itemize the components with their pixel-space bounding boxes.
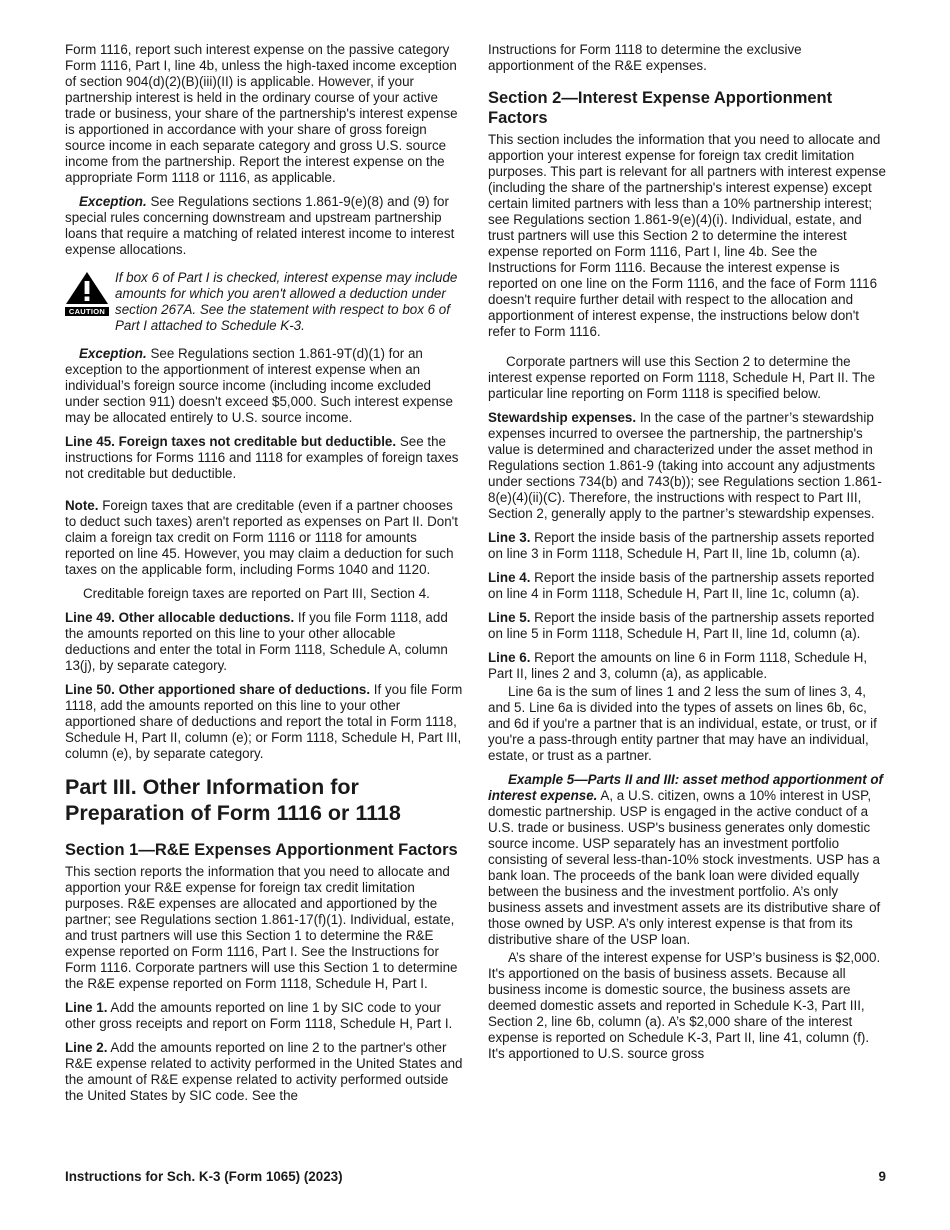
- run-in-heading: Line 50. Other apportioned share of deductions.: [65, 682, 371, 697]
- paragraph: Line 6a is the sum of lines 1 and 2 less the sum of lines 3, 4, and 5. Line 6a is divided into the types of assets on lines 6b, 6c, and 6d if you're a partner that is an individual, estate, or trust, or if you're a pass-through entity partner that may have an individual, estate, or trust as a partner.: [488, 684, 877, 763]
- run-in-heading: Line 6.: [488, 650, 531, 665]
- paragraph-text: See the instructions for Forms 1116 and 1118 for examples of foreign taxes not creditable but deductible.: [65, 434, 459, 481]
- run-in-heading: Line 4.: [488, 570, 531, 585]
- stewardship-paragraph: [488, 410, 886, 522]
- run-in-heading: Exception.: [79, 346, 147, 361]
- run-in-heading: Line 1.: [65, 1000, 108, 1015]
- caution-icon: [65, 271, 109, 316]
- paragraph: This section includes the information that you need to allocate and apportion your interest expense for foreign tax credit limitation purposes. This part is relevant for all partners with interest expense (including the share of the partnership's interest expense) except certain limited partners with less than a 10% partnership interest; see Regulations section 1.861-9(e)(4)(i). Individual, estate, and trust partners will use this Section 2 to determine the interest expense reported on Form 1116, Part I, line 4b. See the Instructions for Form 1116. Because the interest expense is reported on one line on the Form 1116, and the face of Form 1116 doesn't require further detail with respect to the allocation and apportionment of interest expense, the instructions below don't refer to Form 1116.: [488, 132, 886, 339]
- paragraph-text: See Regulations sections 1.861-9(e)(8) and (9) for special rules concerning downstream and upstream partnership loans that require a matching of related interest income to interest expense allocations.: [65, 194, 455, 257]
- line3-paragraph: [488, 530, 886, 562]
- paragraph-text: If you file Form 1118, add the amounts reported on this line to your other allocable deductions and enter the total in Form 1118, Schedule A, column 13(j), by separate category.: [65, 610, 448, 673]
- caution-box: [65, 270, 463, 334]
- paragraph-text: Add the amounts reported on line 2 to the partner's other R&E expense related to activity performed in the United States and the amount of R&E expense related to activity performed outside the United States by SIC code. See the: [65, 1040, 463, 1103]
- line45-paragraph: [65, 434, 463, 482]
- paragraph-text: If you file Form 1118, add the amounts reported on this line to your other apportioned share of deductions and report the total in Form 1118, Schedule H, Part II, column (e); or Form 1118, Schedule H, Part III, column (e), by separate category.: [65, 682, 463, 761]
- paragraph-text: Report the inside basis of the partnership assets reported on line 5 in Form 1118, Schedule H, Part II, line 1d, column (a).: [488, 610, 875, 641]
- exception-paragraph: [65, 346, 463, 426]
- run-in-heading: Line 2.: [65, 1040, 108, 1055]
- note-paragraph: [65, 498, 463, 578]
- footer-title: Instructions for Sch. K-3 (Form 1065) (2023): [65, 1169, 343, 1184]
- line2-paragraph: [65, 1040, 463, 1104]
- section-title: Section 1—R&E Expenses Apportionment Factors: [65, 841, 458, 859]
- run-in-heading: Line 3.: [488, 530, 531, 545]
- caution-text: If box 6 of Part I is checked, interest expense may include amounts for which you aren't allowed a deduction under section 267A. See the statement with respect to box 6 of Part I attached to Schedule K-3.: [115, 270, 458, 333]
- page-number: 9: [878, 1169, 886, 1184]
- paragraph-text: Report the inside basis of the partnership assets reported on line 4 in Form 1118, Schedule H, Part II, line 1c, column (a).: [488, 570, 875, 601]
- line6-paragraph: [488, 650, 886, 682]
- paragraph-text: A, a U.S. citizen, owns a 10% interest in USP, domestic partnership. USP is engaged in the active conduct of a U.S. trade or business. USP's business generates only domestic source income. USP separately has an investment portfolio consisting of several less-than-10% stock investments. USP has a bank loan. The proceeds of the bank loan were divided equally between the business and the investment portfolio. A’s only business assets and investment assets are its distributive share of those owned by USP. A’s only interest expense is that from its distributive share of the USP loan.: [488, 788, 881, 947]
- example-paragraph: [488, 772, 886, 948]
- paragraph-text: Foreign taxes that are creditable (even if a partner chooses to deduct such taxes) aren't reported as expenses on Part II. Don't claim a foreign tax credit on Form 1116 or 1118 for amounts reported on line 45. However, you may claim a deduction for such taxes on the applicable form, including Forms 1040 and 1120.: [65, 498, 458, 577]
- paragraph-text: In the case of the partner’s stewardship expenses incurred to oversee the partnership, the partnership's value is determined and characterized under the asset method in Regulations section 1.861-9 (taking into account any adjustments under sections 734(b) and 743(b)); see Regulations section 1.861-8(e)(4)(ii)(C). Therefore, the instructions with respect to Part III, Section 2, generally apply to the partner’s stewardship expenses.: [488, 410, 882, 521]
- line49-paragraph: [65, 610, 463, 674]
- paragraph-text: Report the inside basis of the partnership assets reported on line 3 in Form 1118, Schedule H, Part II, line 1b, column (a).: [488, 530, 875, 561]
- exception-paragraph: [65, 194, 463, 258]
- paragraph-text: Add the amounts reported on line 1 by SIC code to your other gross receipts and report on Form 1118, Schedule H, Part I.: [65, 1000, 453, 1031]
- run-in-heading: Line 49. Other allocable deductions.: [65, 610, 295, 625]
- run-in-heading: Line 5.: [488, 610, 531, 625]
- run-in-heading: Exception.: [79, 194, 147, 209]
- paragraph-text: See Regulations section 1.861-9T(d)(1) for an exception to the apportionment of interest expense when an individual’s foreign source income (including income excluded under section 911) doesn't exceed $5,000. Such interest expense may be allocated entirely to U.S. source income.: [65, 346, 453, 425]
- run-in-heading: Note.: [65, 498, 99, 513]
- paragraph: A’s share of the interest expense for USP’s business is $2,000. It's apportioned on the basis of business assets. Because all business income is domestic source, the business assets are deemed domestic assets and reported in Schedule K-3, Part III, Section 2, line 6b, column (a). A’s $2,000 share of the interest expense is reported on Schedule K-3, Part II, line 41, column (f). It's apportioned to U.S. source gross: [488, 950, 881, 1061]
- line1-paragraph: [65, 1000, 463, 1032]
- right-column: [488, 42, 886, 1070]
- paragraph: Corporate partners will use this Section 2 to determine the interest expense reported on Form 1118, Schedule H, Part II. The particular line reporting on Form 1118 is specified below.: [488, 354, 876, 401]
- line5-paragraph: [488, 610, 886, 642]
- line50-paragraph: [65, 682, 463, 762]
- section-title: Section 2—Interest Expense Apportionment Factors: [488, 89, 833, 127]
- run-in-heading: Example 5—Parts II and III: asset method apportionment of interest expense.: [488, 772, 884, 803]
- left-column: [65, 42, 463, 1112]
- part-title: Part III. Other Information for Preparation of Form 1116 or 1118: [65, 775, 401, 825]
- line4-paragraph: [488, 570, 886, 602]
- paragraph: Creditable foreign taxes are reported on Part III, Section 4.: [83, 586, 430, 601]
- paragraph: Instructions for Form 1118 to determine the exclusive apportionment of the R&E expenses.: [488, 42, 802, 73]
- caution-label: CAUTION: [65, 307, 109, 316]
- run-in-heading: Stewardship expenses.: [488, 410, 637, 425]
- paragraph: This section reports the information that you need to allocate and apportion your R&E expense for foreign tax credit limitation purposes. R&E expenses are allocated and apportioned by the partner; see Regulations section 1.861-17(f)(1). Individual, estate, and trust partners will use this Section 1 to determine the R&E expense reported on Form 1116, Part I. See the Instructions for Form 1116. Corporate partners will use this Section 1 to determine the R&E expense reported on Form 1118, Schedule H, Part I.: [65, 864, 458, 991]
- paragraph: Form 1116, report such interest expense on the passive category Form 1116, Part I, line 4b, unless the high-taxed income exception of section 904(d)(2)(B)(iii)(II) is applicable. However, if your partnership interest is held in the ordinary course of your active trade or business, your share of the partnership's interest expense is apportioned in accordance with your share of gross foreign source income in each separate category and gross U.S. source income from the partnership. Report the interest expense on the appropriate Form 1118 or 1116, as applicable.: [65, 42, 458, 185]
- paragraph-text: Report the amounts on line 6 in Form 1118, Schedule H, Part II, lines 2 and 3, column (a), as applicable.: [488, 650, 868, 681]
- run-in-heading: Line 45. Foreign taxes not creditable but deductible.: [65, 434, 397, 449]
